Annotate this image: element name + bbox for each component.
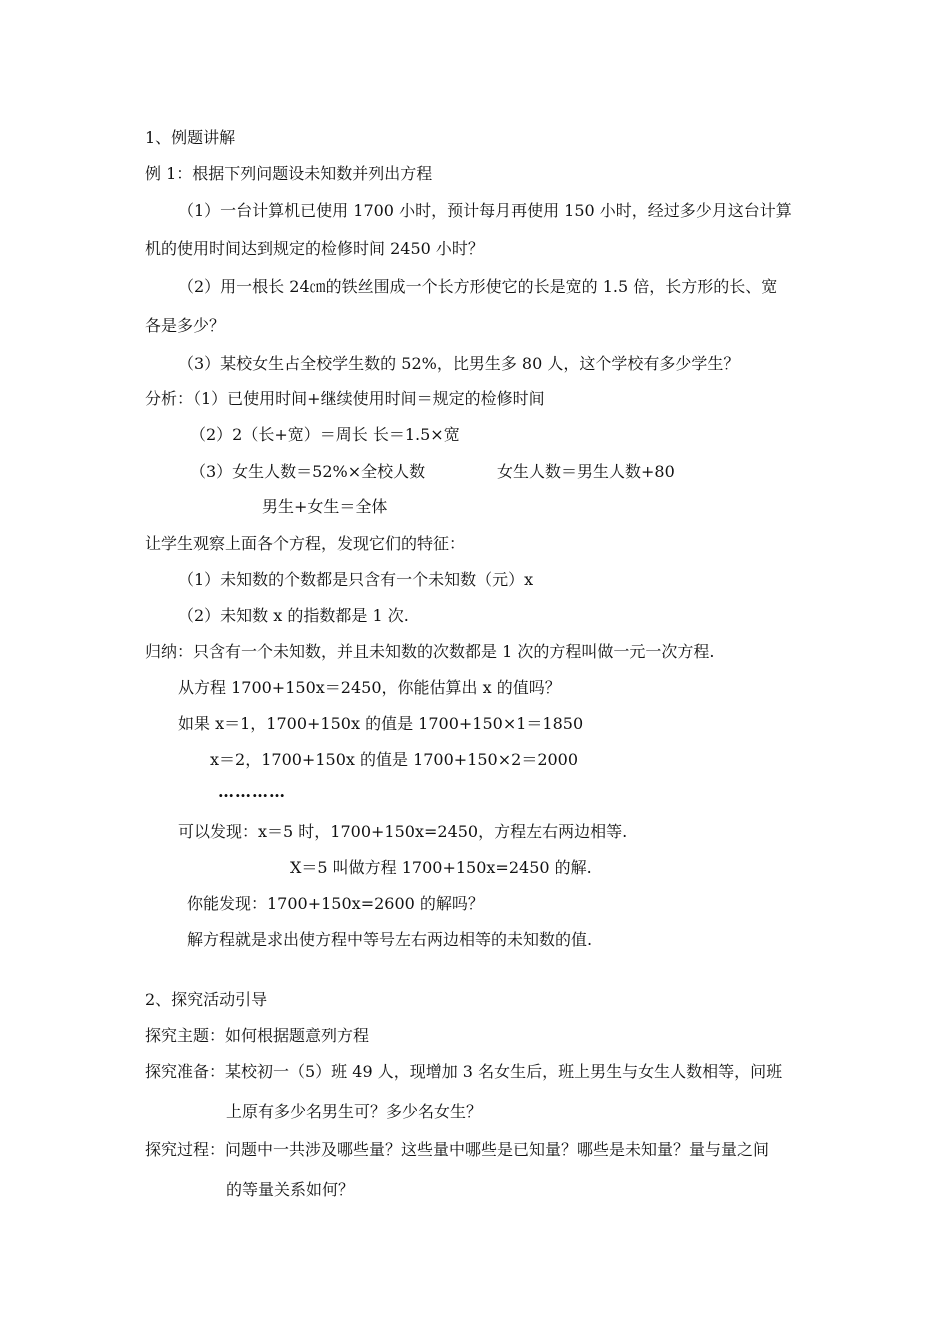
solving-definition: 解方程就是求出使方程中等号左右两边相等的未知数的值. [187, 930, 593, 949]
solution-definition: X＝5 叫做方程 1700+150x=2450 的解. [290, 858, 592, 877]
inquiry-process-line-1: 探究过程：问题中一共涉及哪些量？这些量中哪些是已知量？哪些是未知量？量与量之间 [145, 1140, 770, 1159]
find-solution-question: 你能发现：1700+150x=2600 的解吗？ [187, 894, 484, 913]
problem-2-line-2: 各是多少？ [145, 316, 226, 335]
finding-equal: 可以发现：x＝5 时，1700+150x=2450，方程左右两边相等. [178, 822, 628, 841]
summary-definition: 归纳：只含有一个未知数，并且未知数的次数都是 1 次的方程叫做一元一次方程. [145, 642, 715, 661]
estimate-x1: 如果 x＝1，1700+150x 的值是 1700+150×1＝1850 [178, 714, 584, 733]
analysis-3c: 男生+女生＝全体 [262, 497, 388, 516]
problem-1-line-1: （1）一台计算机已使用 1700 小时，预计每月再使用 150 小时，经过多少月这台计算 [178, 201, 792, 220]
estimate-question: 从方程 1700+150x＝2450，你能估算出 x 的值吗？ [178, 678, 561, 697]
problem-2-line-1: （2）用一根长 24㎝的铁丝围成一个长方形使它的长是宽的 1.5 倍，长方形的长、宽 [178, 277, 778, 296]
inquiry-theme: 探究主题：如何根据题意列方程 [145, 1026, 370, 1045]
analysis-2: （2）2（长+宽）＝周长 长＝1.5×宽 [190, 425, 460, 444]
analysis-3b: 女生人数＝男生人数+80 [497, 462, 675, 481]
section-heading-2: 2、探究活动引导 [145, 990, 268, 1009]
analysis-3a: （3）女生人数＝52%×全校人数 [190, 462, 426, 481]
inquiry-prep-line-1: 探究准备：某校初一（5）班 49 人，现增加 3 名女生后，班上男生与女生人数相等，问班 [145, 1062, 783, 1081]
estimate-x2: x＝2，1700+150x 的值是 1700+150×2＝2000 [210, 750, 579, 769]
example-title: 例 1：根据下列问题设未知数并列出方程 [145, 164, 433, 183]
analysis-1: 分析：（1）已使用时间+继续使用时间＝规定的检修时间 [145, 389, 545, 408]
feature-2: （2）未知数 x 的指数都是 1 次. [178, 606, 409, 625]
problem-3: （3）某校女生占全校学生数的 52%，比男生多 80 人，这个学校有多少学生？ [178, 354, 740, 373]
problem-1-line-2: 机的使用时间达到规定的检修时间 2450 小时？ [145, 239, 484, 258]
ellipsis: ………… [218, 782, 286, 801]
inquiry-process-line-2: 的等量关系如何？ [226, 1180, 355, 1199]
feature-1: （1）未知数的个数都是只含有一个未知数（元）x [178, 570, 534, 589]
inquiry-prep-line-2: 上原有多少名男生可？多少名女生？ [226, 1102, 483, 1121]
section-heading-1: 1、例题讲解 [145, 128, 236, 147]
observe-intro: 让学生观察上面各个方程，发现它们的特征： [145, 534, 466, 553]
